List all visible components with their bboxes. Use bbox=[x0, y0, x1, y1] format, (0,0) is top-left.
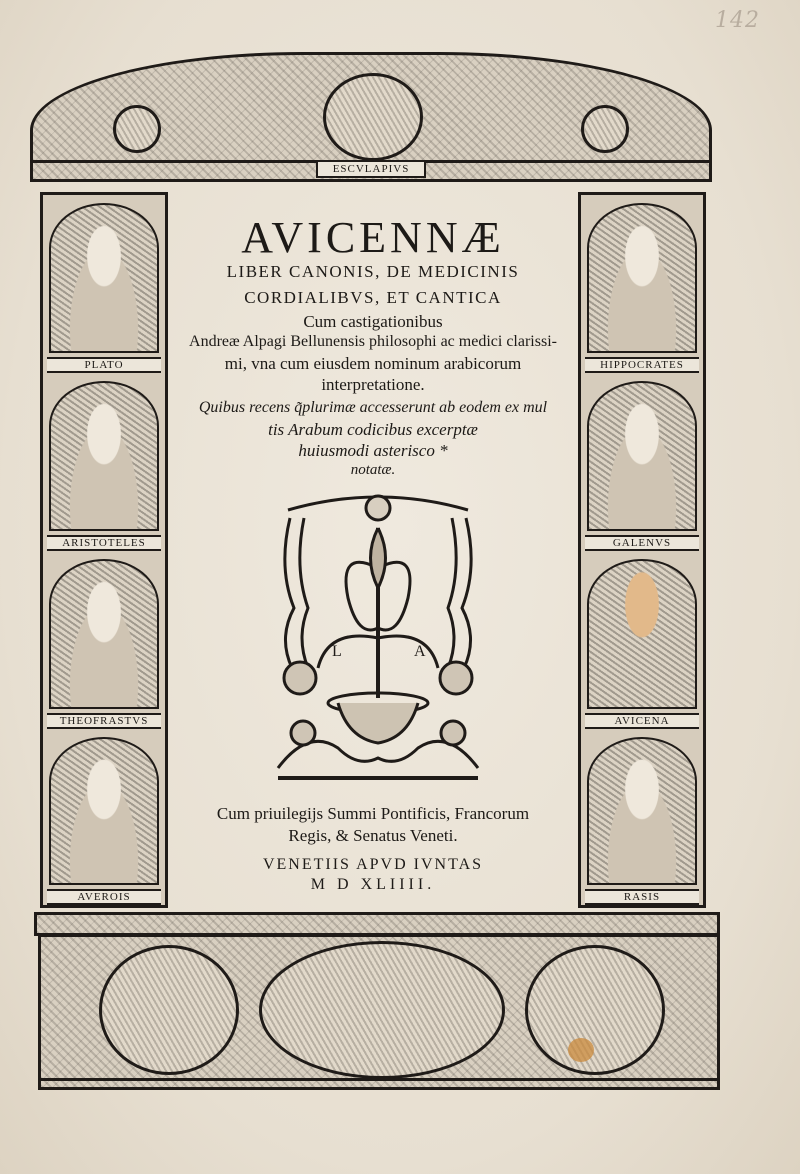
portrait-label: RASIS bbox=[585, 889, 699, 905]
privilege-line-2: Regis, & Senatus Veneti. bbox=[288, 826, 458, 845]
device-letter-l: L bbox=[332, 643, 342, 660]
description-line-3: mi, vna cum eiusdem nominum arabicorum bbox=[224, 354, 522, 373]
subtitle-line-2: CORDIALIBVS, ET CANTICA bbox=[244, 288, 502, 307]
foxing-stain bbox=[568, 1038, 594, 1062]
description-line-2: Andreæ Alpagi Bellunensis philosophi ac medici clarissi- bbox=[189, 333, 557, 350]
esculapius-label: ESCVLAPIVS bbox=[316, 160, 426, 178]
top-arch-woodcut bbox=[30, 52, 712, 164]
portrait-rasis bbox=[587, 737, 697, 885]
frieze-medallion-center bbox=[259, 941, 505, 1079]
portrait-label: AVICENA bbox=[585, 713, 699, 729]
portrait-label: THEOFRASTVS bbox=[47, 713, 161, 729]
left-portrait-column bbox=[40, 192, 168, 908]
portrait-label: PLATO bbox=[47, 357, 161, 373]
portrait-avicena bbox=[587, 559, 697, 709]
italic-note-line-4: notatæ. bbox=[350, 462, 396, 478]
frieze-medallion-left bbox=[99, 945, 239, 1075]
bottom-base-strip bbox=[38, 1078, 720, 1090]
right-portrait-column bbox=[578, 192, 706, 908]
portrait-label: GALENVS bbox=[585, 535, 699, 551]
portrait-label: ARISTOTELES bbox=[47, 535, 161, 551]
device-letter-a: A bbox=[414, 643, 426, 660]
imprint-place: VENETIIS APVD IVNTAS bbox=[262, 856, 484, 873]
right-wheel-ornament bbox=[581, 105, 629, 153]
portrait-label: AVEROIS bbox=[47, 889, 161, 905]
bottom-ornament-strip bbox=[34, 912, 720, 936]
italic-note-line-1: Quibus recens q̃plurimæ accesserunt ab eodem ex mul bbox=[198, 399, 548, 416]
frieze-medallion-right bbox=[525, 945, 665, 1075]
imprint-date: M D XLIIII. bbox=[310, 876, 436, 893]
book-title: AVICENNÆ bbox=[241, 213, 505, 262]
printer-device-lily bbox=[268, 488, 488, 788]
portrait-averois bbox=[49, 737, 159, 885]
bottom-medallion-frieze bbox=[38, 934, 720, 1082]
privilege-line-1: Cum priuilegijs Summi Pontificis, Francorum bbox=[216, 804, 530, 823]
title-text-block bbox=[168, 192, 578, 908]
left-wheel-ornament bbox=[113, 105, 161, 153]
italic-note-line-2: tis Arabum codicibus excerptæ bbox=[268, 420, 478, 439]
portrait-hippocrates bbox=[587, 203, 697, 353]
esculapius-shell-medallion bbox=[323, 73, 423, 161]
description-line-1: Cum castigationibus bbox=[303, 312, 443, 331]
portrait-theofrastus bbox=[49, 559, 159, 709]
italic-note-line-3: huiusmodi asterisco * bbox=[298, 441, 448, 460]
portrait-plato bbox=[49, 203, 159, 353]
subtitle-line-1: LIBER CANONIS, DE MEDICINIS bbox=[226, 262, 520, 281]
manuscript-number: 142 bbox=[715, 8, 760, 33]
portrait-aristoteles bbox=[49, 381, 159, 531]
portrait-label: HIPPOCRATES bbox=[585, 357, 699, 373]
description-line-4: interpretatione. bbox=[321, 375, 425, 394]
portrait-galenus bbox=[587, 381, 697, 531]
